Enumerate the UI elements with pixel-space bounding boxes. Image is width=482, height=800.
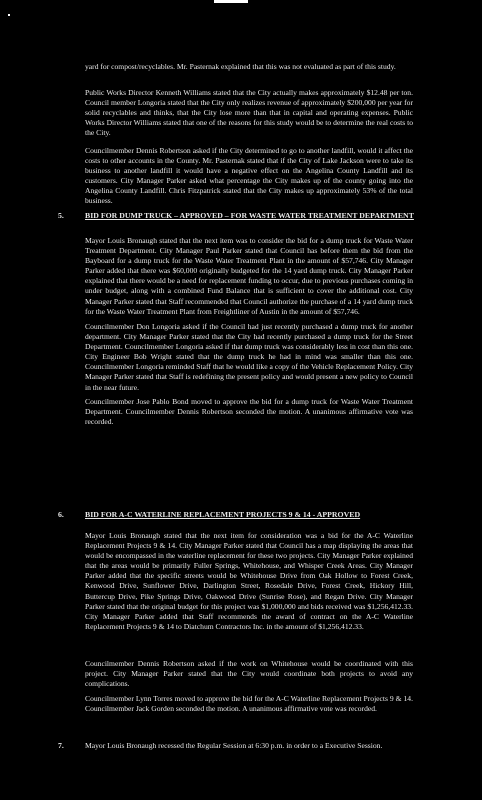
corner-scan-dot — [8, 14, 10, 16]
paragraph-public-works-revenue: Public Works Director Kenneth Williams stated that the City actually makes approximately $12.48 per ton. Council member Longoria stated that the City only realizes revenue of approximately $200,000 per year for solid recyclables and thinks, that the City lose more than that in capital and operating expenses. Public Works Director Williams stated that one of the reasons for this study would be to determine the real costs to the City. — [85, 88, 413, 138]
item-5-heading: BID FOR DUMP TRUCK – APPROVED – FOR WASTE WATER TREATMENT DEPARTMENT — [85, 211, 414, 220]
paragraph-recess: Mayor Louis Bronaugh recessed the Regular Session at 6:30 p.m. in order to a Executive Session. — [85, 741, 383, 750]
paragraph-dump-truck-motion: Councilmember Jose Pablo Bond moved to approve the bid for a dump truck for Waste Water Treatment Department. Councilmember Dennis Robertson seconded the motion. A unanimous affirmative vote was recorded. — [85, 397, 413, 427]
paragraph-waterline-bid: Mayor Louis Bronaugh stated that the next item for consideration was a bid for the A-C Waterline Replacement Projects 9 & 14. City Manager Parker stated that Council has a map displaying the areas that would be encompassed in the waterline replacement for these two projects. City Manager Parker explained that the areas would be primarily Fuller Springs, Whitehouse, and Whisper Creek Areas. City Manager Parker added that the specific streets would be Whitehouse Drive from Oak Hollow to Forest Creek, Kenwood Drive, Sunflower Drive, Darlington Street, Rosedale Drive, Forest Creek, Hickory Hill, Buttercup Drive, Pike Springs Drive, Oakwood Drive (Sunrise Rose), and Regan Drive. City Manager Parker stated that the original budget for this project was $1,000,000 and bids received was $1,256,412.33. City Manager Parker added that Staff recommends the award of contract on the A-C Waterline Replacement Projects 9 & 14 to Diatchum Contractors Inc. in the amount of $1,256,412.33. — [85, 531, 413, 631]
paragraph-waterline-motion: Councilmember Lynn Torres moved to approve the bid for the A-C Waterline Replacement Projects 9 & 14. Councilmember Jack Gorden seconded the motion. A unanimous affirmative vote was recorded. — [85, 694, 413, 714]
paragraph-dump-truck-bid: Mayor Louis Bronaugh stated that the next item was to consider the bid for a dump truck for Waste Water Treatment Department. City Manager Paul Parker stated that Council has before them the bid from the Bayboard for a dump truck for the Waste Water Treatment Plant in the amount of $57,746. City Manager Parker added that there was $60,000 originally budgeted for the 14 yard dump truck. City Manager Parker explained that there would be a need for replacement funding to occur, due to previous purchases coming in under budget, along with a combined Fund Balance that is sufficient to cover the additional cost. City Manager Parker stated that Staff recommended that Council authorize the purchase of a 14 yard dump truck for the Waste Water Treatment Plant from Freightliner of Austin in the amount of $57,746. — [85, 236, 413, 316]
top-scan-mark — [214, 0, 248, 3]
paragraph-waterline-question: Councilmember Dennis Robertson asked if the work on Whitehouse would be coordinated with this project. City Manager Parker stated that the City would coordinate both projects to avoid any complications. — [85, 659, 413, 689]
item-7-number: 7. — [58, 741, 64, 750]
paragraph-dump-truck-questions: Councilmember Don Longoria asked if the Council had just recently purchased a dump truck for another department. City Manager Parker stated that the City had recently purchased a dump truck for the Street Department. Councilmember Longoria asked if that dump truck was considerably less in cost than this one. City Engineer Bob Wright stated that the dump truck he had in mind was smaller than this one. Councilmember Longoria reminded Staff that he would like a copy of the Vehicle Replacement Policy. City Manager Parker stated that Staff is redefining the present policy and would present a new policy to Council in the near future. — [85, 322, 413, 392]
item-6-number: 6. — [58, 510, 64, 519]
paragraph-landfill-discussion: Councilmember Dennis Robertson asked if the City determined to go to another landfill, would it affect the costs to other accounts in the County. Mr. Pasternak stated that if the City of Lake Jackson were to take its business to another landfill it would have a negative effect on the Angelina County Landfill and its customers. City Manager Parker asked what percentage the City makes up of the county going into the Angelina County Landfill. Chris Fitzpatrick stated that the City makes up approximately 53% of the total business. — [85, 146, 413, 206]
item-5-number: 5. — [58, 211, 64, 220]
item-6-heading: BID FOR A-C WATERLINE REPLACEMENT PROJECTS 9 & 14 - APPROVED — [85, 510, 361, 519]
paragraph-recyclables-note: yard for compost/recyclables. Mr. Pasternak explained that this was not evaluated as part of this study. — [85, 62, 396, 71]
